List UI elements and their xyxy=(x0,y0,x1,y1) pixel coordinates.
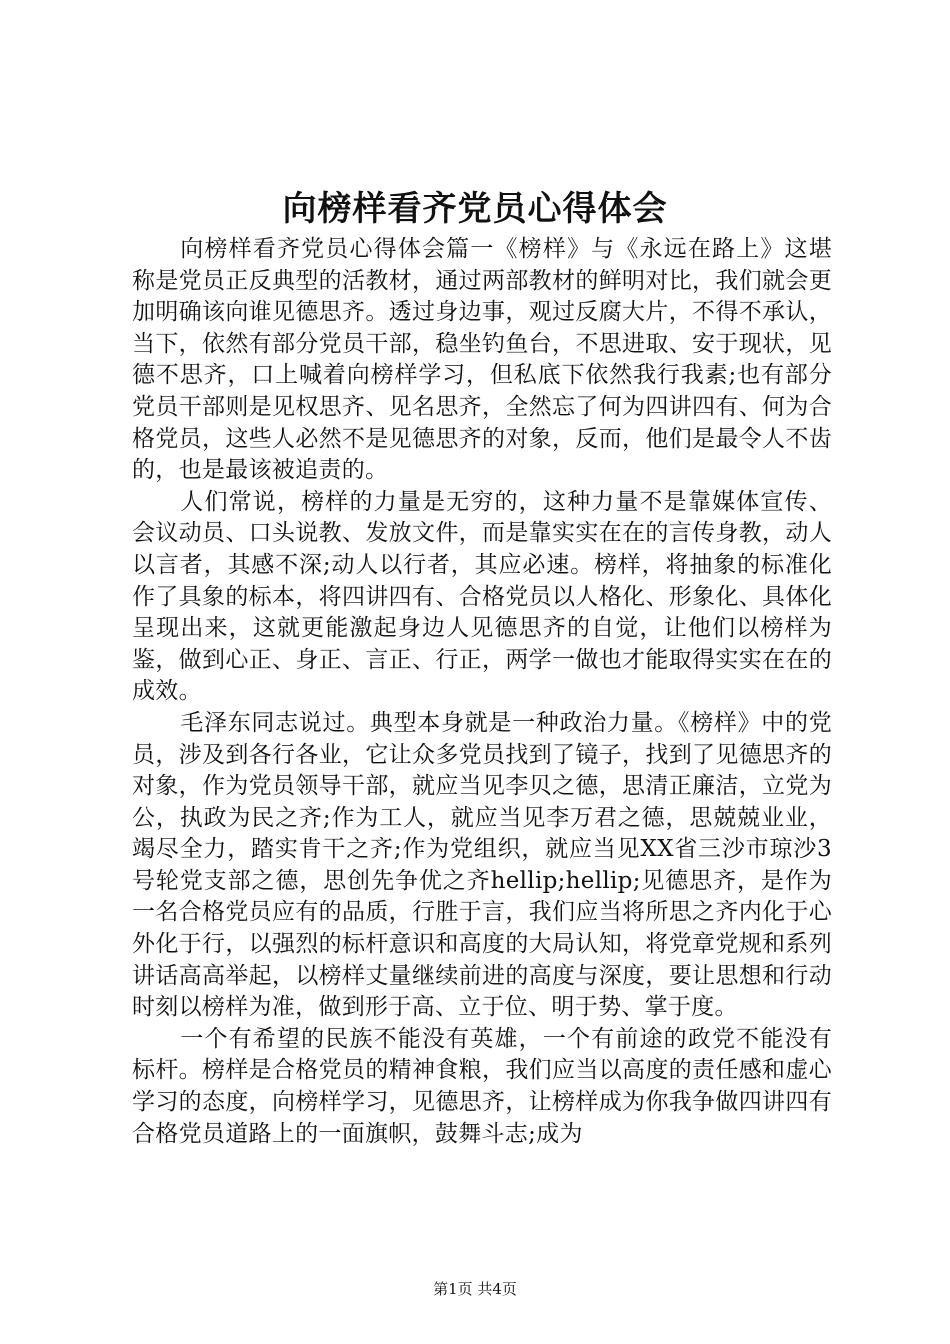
document-body xyxy=(132,234,832,1150)
page-number: 第1页 共4页 xyxy=(433,1280,517,1298)
document-title: 向榜样看齐党员心得体会 xyxy=(282,189,668,229)
paragraph-2: 人们常说，榜样的力量是无穷的，这种力量不是靠媒体宣传、会议动员、口头说教、发放文件，而是靠实实在在的言传身教，动人以言者，其感不深;动人以行者，其应必速。榜样，将抽象的标准化作了具象的标本，将四讲四有、合格党员以人格化、形象化、具体化呈现出来，这就更能激起身边人见德思齐的自觉，让他们以榜样为鉴，做到心正、身正、言正、行正，两学一做也才能取得实实在在的成效。 xyxy=(132,488,832,705)
paragraph-1: 向榜样看齐党员心得体会篇一《榜样》与《永远在路上》这堪称是党员正反典型的活教材，通过两部教材的鲜明对比，我们就会更加明确该向谁见德思齐。透过身边事，观过反腐大片，不得不承认，当下，依然有部分党员干部，稳坐钓鱼台，不思进取、安于现状，见德不思齐，口上喊着向榜样学习，但私底下依然我行我素;也有部分党员干部则是见权思齐、见名思齐，全然忘了何为四讲四有、何为合格党员，这些人必然不是见德思齐的对象，反而，他们是最令人不齿的，也是最该被追责的。 xyxy=(132,236,832,484)
paragraph-4: 一个有希望的民族不能没有英雄，一个有前途的政党不能没有标杆。榜样是合格党员的精神食粮，我们应当以高度的责任感和虚心学习的态度，向榜样学习，见德思齐，让榜样成为你我争做四讲四有合格党员道路上的一面旗帜，鼓舞斗志;成为 xyxy=(132,1025,832,1147)
paragraph-3: 毛泽东同志说过。典型本身就是一种政治力量。《榜样》中的党员，涉及到各行各业，它让众多党员找到了镜子，找到了见德思齐的对象，作为党员领导干部，就应当见李贝之德，思清正廉洁，立党为公，执政为民之齐;作为工人，就应当见李万君之德，思兢兢业业，竭尽全力，踏实肯干之齐;作为党组织，就应当见XX省三沙市琼沙3号轮党支部之德，思创先争优之齐hellip;hellip;见德思齐，是作为一名合格党员应有的品质，行胜于言，我们应当将所思之齐内化于心外化于行，以强烈的标杆意识和高度的大局认知，将党章党规和系列讲话高高举起，以榜样丈量继续前进的高度与深度，要让思想和行动时刻以榜样为准，做到形于高、立于位、明于势、掌于度。 xyxy=(132,709,832,1021)
